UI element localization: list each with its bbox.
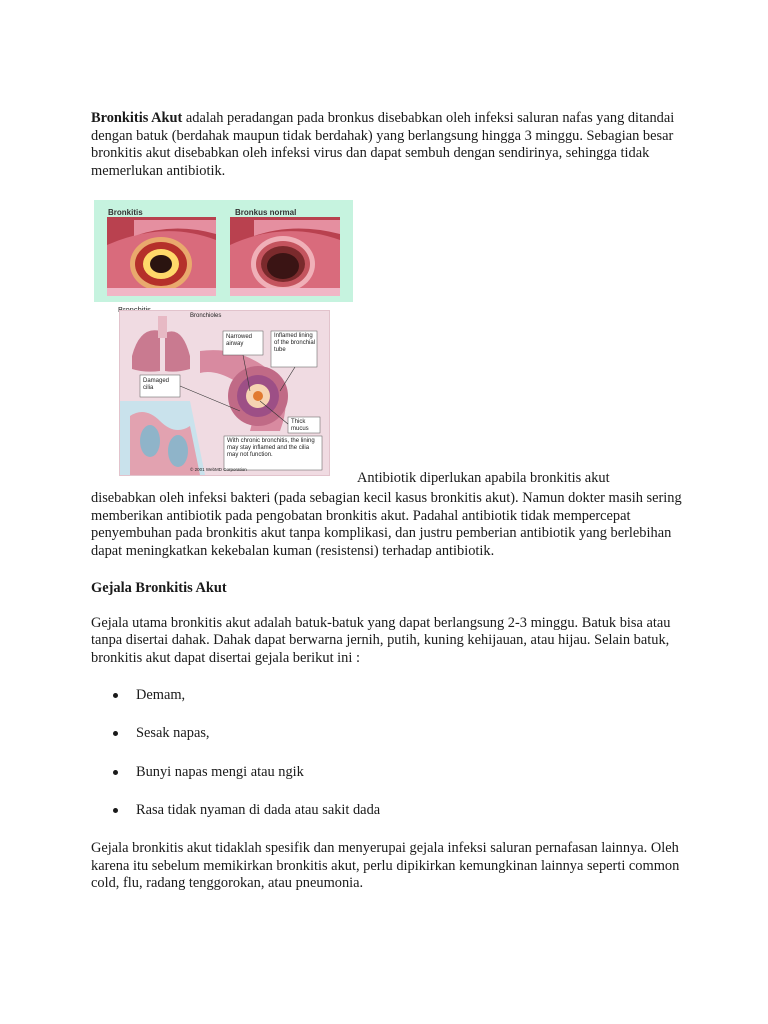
antibiotic-paragraph: disebabkan oleh infeksi bakteri (pada sebagian kecil kasus bronkitis akut). Namun dokter masih sering memberikan antibiotik pada pengobatan bronkitis akut. Padahal antibiotik tidak mempercepat penyembuhan pada bronkitis akut tanpa komplikasi, dan justru pemberian antibiotik yang berlebihan dapat meningkatkan kekebalan kuman (resistensi) terhadap antibiotik. [91,490,682,559]
symptom-text: Bunyi napas mengi atau ngik [136,763,304,780]
bullet-icon [113,731,118,736]
intro-text: adalah peradangan pada bronkus disebabkan oleh infeksi saluran nafas yang ditandai dengan batuk (berdahak maupun tidak berdahak) yang berlangsung hingga 3 minggu. Sebagian besar bronkitis akut disebabkan oleh infeksi virus dan dapat sembuh dengan sendirinya, sehingga tidak memerlukan antibiotik. [91,110,675,179]
label-narrowed-airway: Narrowed airway [226,334,253,347]
symptoms-intro-paragraph: Gejala utama bronkitis akut adalah batuk-batuk yang dapat berlangsung 2-3 minggu. Batuk bisa atau tanpa disertai dahak. Dahak dapat berwarna jernih, putih, kuning kehijauan, atau hijau. Selain batuk, bronkitis akut dapat disertai gejala berikut ini : [91,614,671,666]
antibiotic-line-start: Antibiotik diperlukan apabila bronkitis akut [357,470,610,486]
label-chronic-note: With chronic bronchitis, the lining may stay inflamed and the cilia may not function. [227,438,315,458]
label-inflamed-lining: Inflamed lining of the bronchial tube [274,333,316,353]
figure-area [91,200,691,490]
intro-paragraph [91,110,691,180]
symptoms-list [91,687,691,840]
symptom-item [91,687,691,725]
symptom-item [91,725,691,763]
symptoms-heading: Gejala Bronkitis Akut [91,580,227,596]
label-copyright: © 2001 WebMD Corporation [190,467,247,472]
bronkus-normal-caption: Bronkus normal [235,208,297,217]
symptom-item [91,802,691,840]
symptom-item [91,764,691,802]
symptom-text: Demam, [136,687,186,703]
bronchitis-diagram-image [119,310,330,476]
symptom-text: Sesak napas, [136,725,210,742]
document-page [91,110,691,893]
label-damaged-cilia: Damaged cilia [143,378,170,391]
bronchus-illustration [94,200,353,302]
intro-term: Bronkitis Akut [91,110,183,126]
conclusion-paragraph: Gejala bronkitis akut tidaklah spesifik dan menyerupai gejala infeksi saluran pernafasan lainnya. Oleh karena itu sebelum memikirkan bronkitis akut, perlu dipikirkan kemungkinan lainnya seperti common cold, flu, radang tenggorokan, atau pneumonia. [91,840,680,892]
bullet-icon [113,808,118,813]
bronkitis-caption: Bronkitis [108,208,143,217]
label-thick-mucus: Thick mucus [291,419,309,432]
symptom-text: Rasa tidak nyaman di dada atau sakit dada [136,801,381,818]
bullet-icon [113,770,118,775]
bullet-icon [113,693,118,698]
bronchus-comparison-image [94,200,353,302]
label-bronchioles: Bronchioles [190,313,222,319]
